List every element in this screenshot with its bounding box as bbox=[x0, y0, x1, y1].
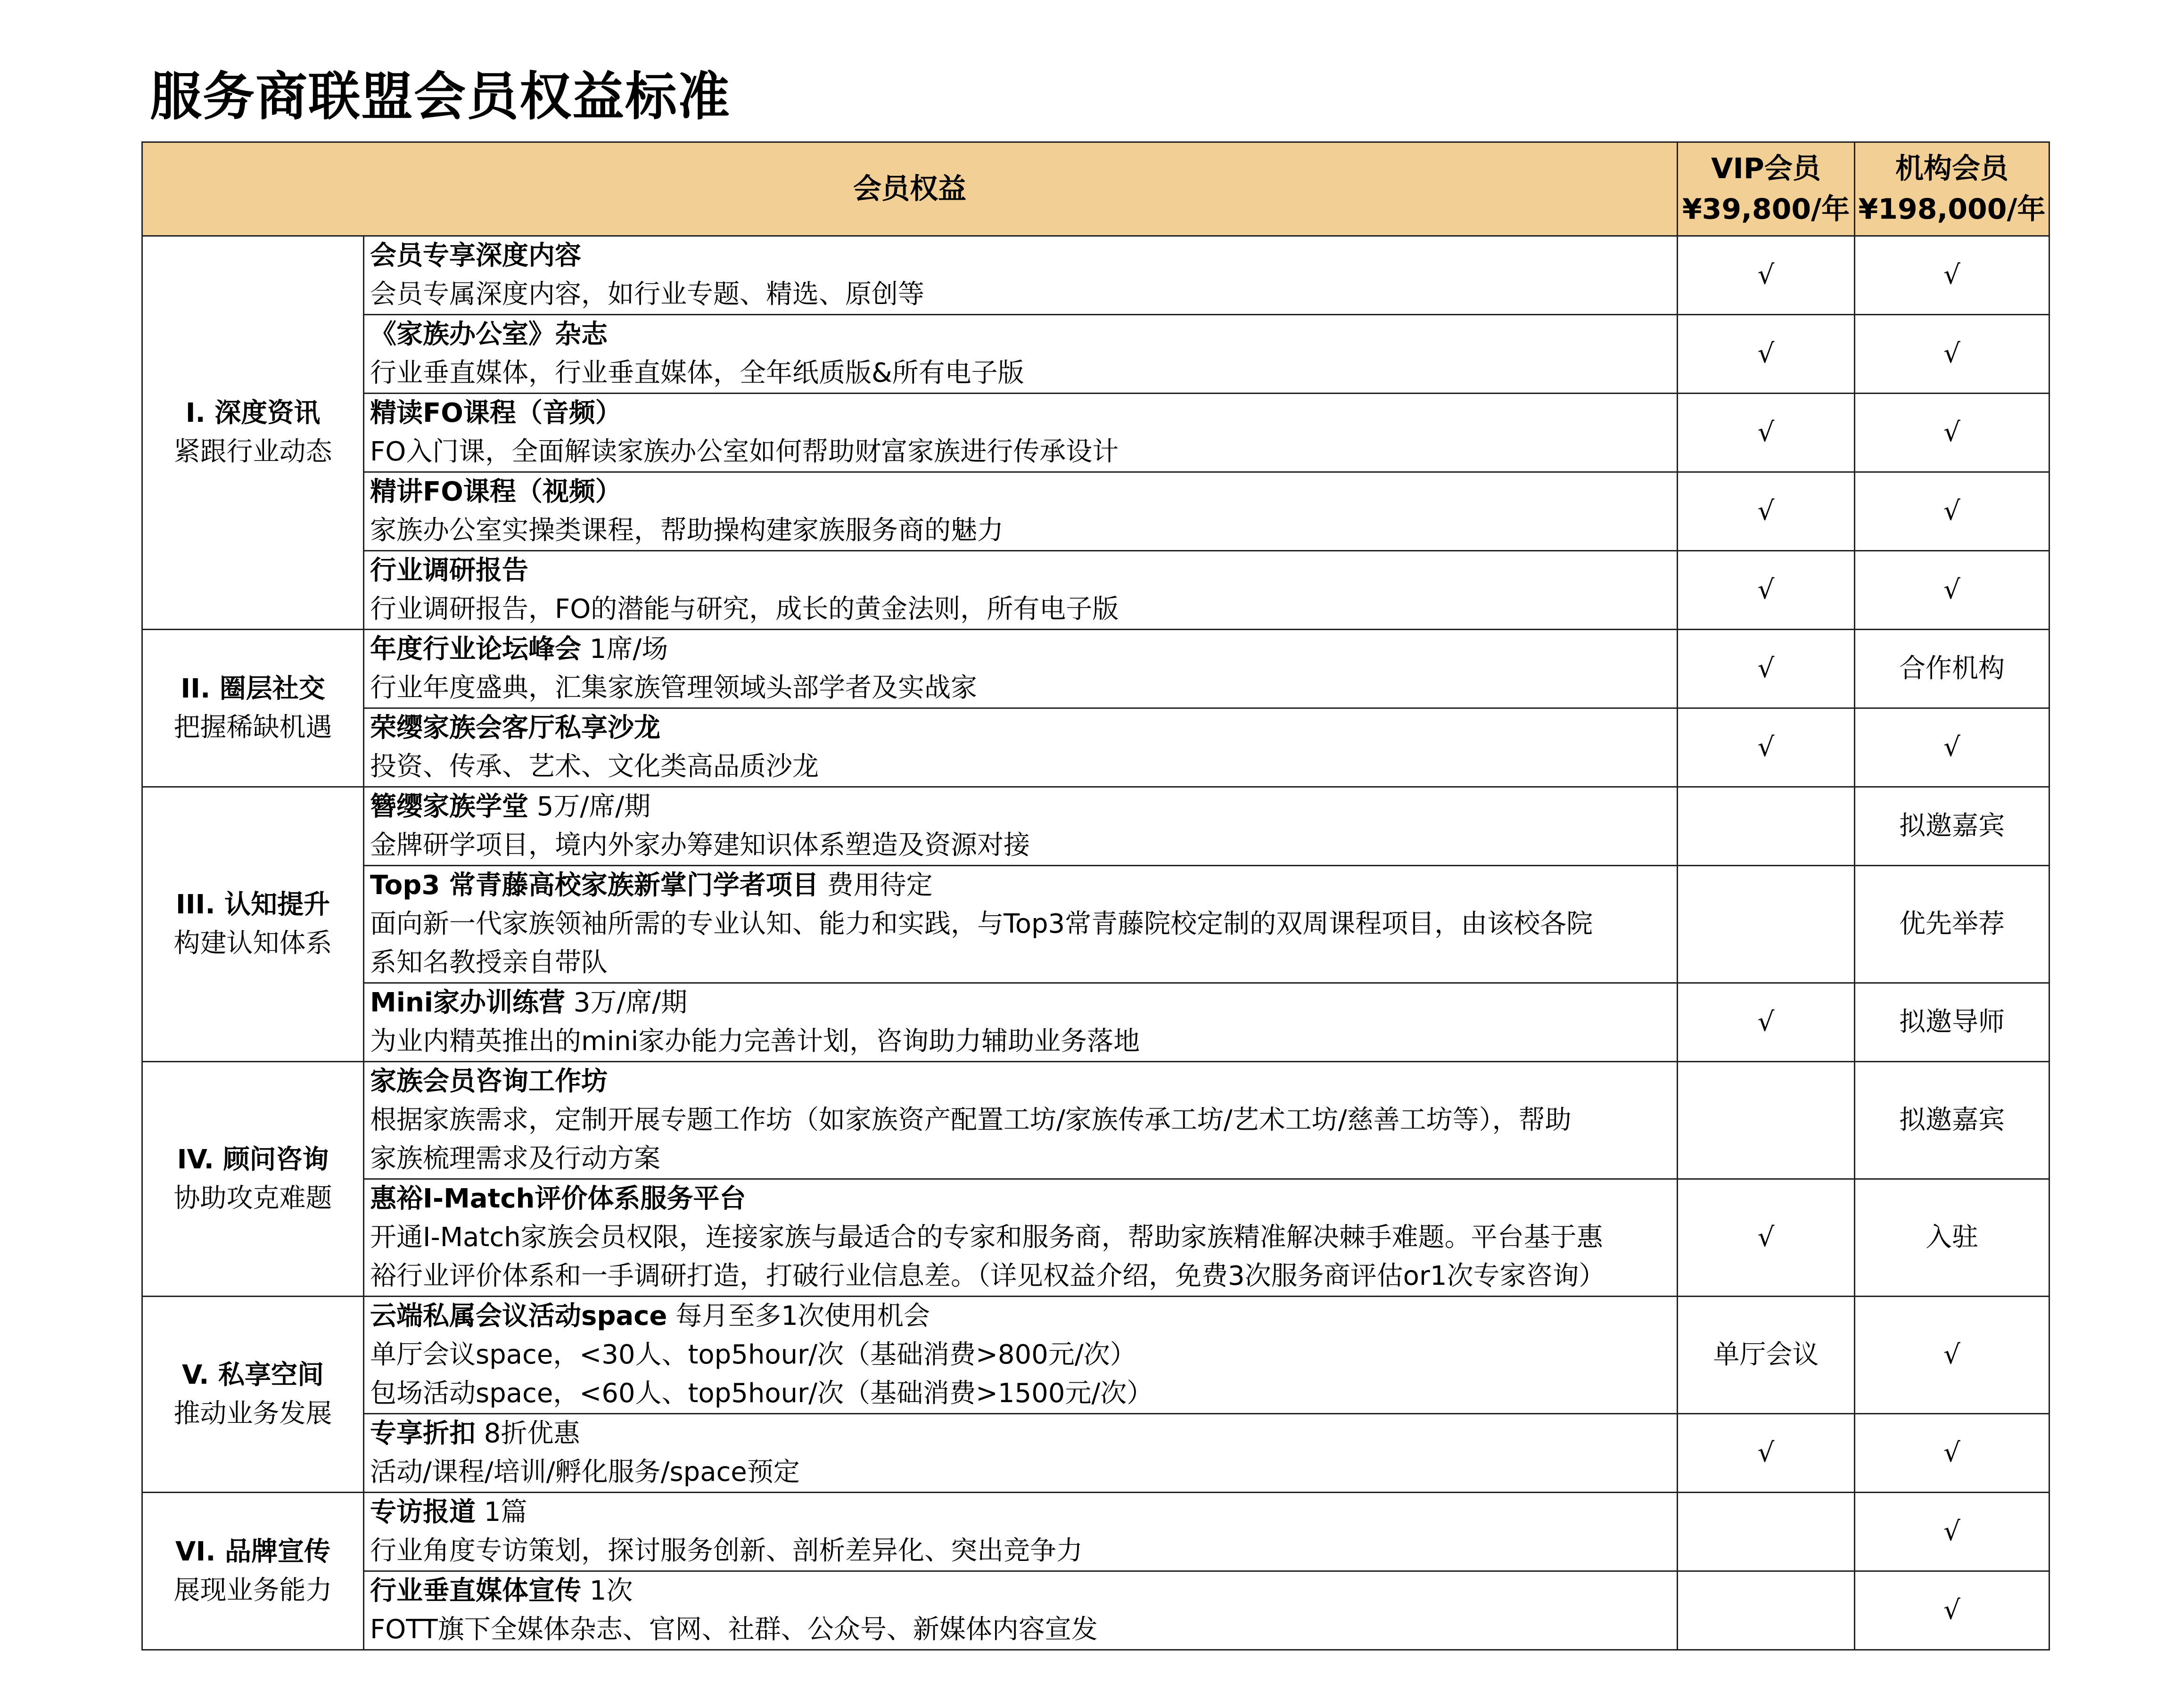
benefit-title-line bbox=[370, 551, 1677, 590]
benefit-description: FOTT旗下全媒体杂志、官网、社群、公众号、新媒体内容宣发 bbox=[370, 1614, 1098, 1645]
org-value: 拟邀嘉宾 bbox=[1855, 1062, 2049, 1179]
category-cell bbox=[142, 1297, 364, 1493]
org-value: 入驻 bbox=[1855, 1179, 2049, 1297]
benefit-cell bbox=[364, 472, 1678, 551]
org-value: 拟邀导师 bbox=[1855, 983, 2049, 1062]
benefit-description: 家族办公室实操类课程，帮助操构建家族服务商的魅力 bbox=[370, 515, 1004, 546]
benefit-description: 行业角度专访策划，探讨服务创新、剖析差异化、突出竞争力 bbox=[370, 1536, 1083, 1566]
benefit-description: 包场活动space，<60人、top5hour/次（基础消费>1500元/次） bbox=[370, 1378, 1153, 1409]
benefit-description: 行业调研报告，FO的潜能与研究，成长的黄金法则，所有电子版 bbox=[370, 594, 1119, 624]
benefit-title-line bbox=[370, 1297, 1677, 1336]
vip-value bbox=[1678, 787, 1855, 866]
benefit-title: 云端私属会议活动space bbox=[370, 1301, 667, 1331]
benefit-description: 根据家族需求，定制开展专题工作坊（如家族资产配置工坊/家族传承工坊/艺术工坊/慈善工坊等），帮助 bbox=[370, 1105, 1572, 1135]
vip-value bbox=[1678, 1571, 1855, 1650]
benefit-cell bbox=[364, 630, 1678, 708]
benefit-title: 荣缨家族会客厅私享沙龙 bbox=[370, 713, 660, 743]
vip-value: √ bbox=[1678, 983, 1855, 1062]
vip-value: √ bbox=[1678, 708, 1855, 787]
table-row bbox=[142, 1493, 2049, 1571]
category-subtitle: 构建认知体系 bbox=[173, 928, 332, 959]
benefits-table bbox=[141, 141, 2050, 1651]
table-row bbox=[142, 1179, 2049, 1297]
benefit-note: 1次 bbox=[581, 1576, 633, 1606]
org-value: 拟邀嘉宾 bbox=[1855, 787, 2049, 866]
benefit-title: 家族会员咨询工作坊 bbox=[370, 1066, 608, 1097]
benefit-cell bbox=[364, 1062, 1678, 1179]
category-subtitle: 展现业务能力 bbox=[173, 1575, 332, 1606]
header-benefits: 会员权益 bbox=[142, 142, 1678, 236]
category-name: IV. 顾问咨询 bbox=[177, 1144, 329, 1175]
benefit-note: 费用待定 bbox=[818, 870, 933, 901]
vip-value bbox=[1678, 1062, 1855, 1179]
benefit-description: 会员专属深度内容，如行业专题、精选、原创等 bbox=[370, 279, 924, 310]
vip-tier-price: ¥39,800/年 bbox=[1682, 193, 1850, 226]
benefit-cell bbox=[364, 866, 1678, 983]
org-value: √ bbox=[1855, 394, 2049, 472]
benefit-note: 1席/场 bbox=[581, 634, 668, 665]
table-row bbox=[142, 394, 2049, 472]
benefit-description: 单厅会议space，<30人、top5hour/次（基础消费>800元/次） bbox=[370, 1339, 1136, 1370]
category-subtitle: 把握稀缺机遇 bbox=[173, 712, 332, 743]
benefit-title: 行业调研报告 bbox=[370, 555, 528, 586]
benefit-description: 系知名教授亲自带队 bbox=[370, 947, 608, 978]
benefit-description: FO入门课，全面解读家族办公室如何帮助财富家族进行传承设计 bbox=[370, 436, 1119, 467]
table-row bbox=[142, 787, 2049, 866]
benefit-title-line bbox=[370, 315, 1677, 354]
benefit-title: 《家族办公室》杂志 bbox=[370, 319, 608, 350]
benefit-title-line bbox=[370, 394, 1677, 433]
org-value: √ bbox=[1855, 1571, 2049, 1650]
benefit-title: Mini家办训练营 bbox=[370, 987, 565, 1018]
page-title: 服务商联盟会员权益标准 bbox=[150, 66, 731, 127]
benefit-cell bbox=[364, 1179, 1678, 1297]
benefit-description: 裕行业评价体系和一手调研打造，打破行业信息差。（详见权益介绍，免费3次服务商评估or1次专家咨询） bbox=[370, 1261, 1605, 1291]
org-value: √ bbox=[1855, 1493, 2049, 1571]
benefit-cell bbox=[364, 236, 1678, 315]
benefit-note: 5万/席/期 bbox=[528, 791, 651, 822]
benefit-title-line bbox=[370, 473, 1677, 511]
benefit-title: 专享折扣 bbox=[370, 1418, 476, 1449]
benefit-title: 精读FO课程（音频） bbox=[370, 398, 622, 428]
org-value: √ bbox=[1855, 708, 2049, 787]
benefit-cell bbox=[364, 1414, 1678, 1493]
table-body bbox=[142, 236, 2049, 1650]
vip-value: √ bbox=[1678, 1414, 1855, 1493]
benefit-cell bbox=[364, 708, 1678, 787]
vip-value: √ bbox=[1678, 394, 1855, 472]
benefit-title: 簪缨家族学堂 bbox=[370, 791, 528, 822]
benefit-title-line bbox=[370, 1572, 1677, 1610]
vip-value bbox=[1678, 866, 1855, 983]
header-org bbox=[1855, 142, 2049, 236]
vip-value: √ bbox=[1678, 236, 1855, 315]
category-subtitle: 推动业务发展 bbox=[173, 1398, 332, 1429]
benefit-note: 1篇 bbox=[476, 1497, 527, 1527]
category-name: III. 认知提升 bbox=[175, 889, 330, 920]
vip-value: √ bbox=[1678, 551, 1855, 630]
table-row bbox=[142, 315, 2049, 394]
benefit-cell bbox=[364, 983, 1678, 1062]
benefit-title-line bbox=[370, 866, 1677, 905]
table-row bbox=[142, 630, 2049, 708]
benefit-title-line bbox=[370, 1414, 1677, 1453]
category-name: V. 私享空间 bbox=[182, 1359, 324, 1390]
benefit-cell bbox=[364, 394, 1678, 472]
table-row bbox=[142, 472, 2049, 551]
benefit-cell bbox=[364, 1493, 1678, 1571]
org-value: √ bbox=[1855, 315, 2049, 394]
benefit-note: 8折优惠 bbox=[476, 1418, 580, 1449]
benefit-title: Top3 常青藤高校家族新掌门学者项目 bbox=[370, 870, 819, 901]
category-name: VI. 品牌宣传 bbox=[175, 1536, 330, 1567]
benefit-description: 开通I-Match家族会员权限，连接家族与最适合的专家和服务商，帮助家族精准解决棘手难题。平台基于惠 bbox=[370, 1222, 1603, 1253]
org-value: 优先举荐 bbox=[1855, 866, 2049, 983]
benefit-title-line bbox=[370, 788, 1677, 826]
benefit-title: 会员专享深度内容 bbox=[370, 240, 581, 271]
benefit-title: 年度行业论坛峰会 bbox=[370, 634, 581, 665]
org-value: √ bbox=[1855, 1297, 2049, 1414]
benefit-title: 行业垂直媒体宣传 bbox=[370, 1576, 581, 1606]
category-cell bbox=[142, 1062, 364, 1297]
benefit-title-line bbox=[370, 1062, 1677, 1101]
benefit-note: 每月至多1次使用机会 bbox=[667, 1301, 930, 1331]
benefit-note: 3万/席/期 bbox=[565, 987, 688, 1018]
benefit-title: 惠裕I-Match评价体系服务平台 bbox=[370, 1183, 746, 1214]
benefit-title-line bbox=[370, 709, 1677, 747]
header-vip bbox=[1678, 142, 1855, 236]
benefit-cell bbox=[364, 315, 1678, 394]
benefit-title-line bbox=[370, 984, 1677, 1022]
benefit-description: 投资、传承、艺术、文化类高品质沙龙 bbox=[370, 751, 819, 782]
vip-value: √ bbox=[1678, 315, 1855, 394]
table-row bbox=[142, 1297, 2049, 1414]
vip-value: 单厅会议 bbox=[1678, 1297, 1855, 1414]
table-row bbox=[142, 1414, 2049, 1493]
benefit-title-line bbox=[370, 1493, 1677, 1532]
vip-value: √ bbox=[1678, 472, 1855, 551]
table-row bbox=[142, 236, 2049, 315]
category-name: I. 深度资讯 bbox=[185, 398, 321, 428]
benefit-cell bbox=[364, 1571, 1678, 1650]
vip-value: √ bbox=[1678, 630, 1855, 708]
category-name: II. 圈层社交 bbox=[181, 673, 325, 704]
benefit-description: 活动/课程/培训/孵化服务/space预定 bbox=[370, 1457, 800, 1487]
benefit-title: 精讲FO课程（视频） bbox=[370, 476, 622, 507]
table-header-row bbox=[142, 142, 2049, 236]
category-cell bbox=[142, 787, 364, 1062]
category-cell bbox=[142, 630, 364, 787]
vip-value bbox=[1678, 1493, 1855, 1571]
org-tier-name: 机构会员 bbox=[1895, 152, 2008, 185]
table-row bbox=[142, 866, 2049, 983]
vip-tier-name: VIP会员 bbox=[1711, 152, 1821, 185]
org-value: √ bbox=[1855, 236, 2049, 315]
org-value: √ bbox=[1855, 472, 2049, 551]
category-cell bbox=[142, 1493, 364, 1650]
org-value: 合作机构 bbox=[1855, 630, 2049, 708]
table-row bbox=[142, 1571, 2049, 1650]
table-row bbox=[142, 708, 2049, 787]
table-row bbox=[142, 551, 2049, 630]
category-cell bbox=[142, 236, 364, 630]
table-row bbox=[142, 1062, 2049, 1179]
vip-value: √ bbox=[1678, 1179, 1855, 1297]
org-value: √ bbox=[1855, 551, 2049, 630]
benefit-title-line bbox=[370, 1180, 1677, 1218]
benefit-description: 行业垂直媒体，行业垂直媒体，全年纸质版&所有电子版 bbox=[370, 358, 1024, 388]
benefit-cell bbox=[364, 1297, 1678, 1414]
category-subtitle: 协助攻克难题 bbox=[173, 1182, 332, 1214]
category-subtitle: 紧跟行业动态 bbox=[173, 436, 332, 467]
benefit-title: 专访报道 bbox=[370, 1497, 476, 1527]
org-value: √ bbox=[1855, 1414, 2049, 1493]
benefit-cell bbox=[364, 551, 1678, 630]
benefit-description: 面向新一代家族领袖所需的专业认知、能力和实践，与Top3常青藤院校定制的双周课程项目，由该校各院 bbox=[370, 909, 1593, 939]
table-row bbox=[142, 983, 2049, 1062]
benefit-title-line bbox=[370, 237, 1677, 275]
benefit-description: 家族梳理需求及行动方案 bbox=[370, 1143, 660, 1174]
benefit-description: 行业年度盛典，汇集家族管理领域头部学者及实战家 bbox=[370, 673, 977, 703]
org-tier-price: ¥198,000/年 bbox=[1858, 193, 2046, 226]
benefit-title-line bbox=[370, 630, 1677, 669]
benefit-cell bbox=[364, 787, 1678, 866]
benefit-description: 为业内精英推出的mini家办能力完善计划，咨询助力辅助业务落地 bbox=[370, 1026, 1140, 1057]
benefit-description: 金牌研学项目，境内外家办筹建知识体系塑造及资源对接 bbox=[370, 830, 1030, 861]
